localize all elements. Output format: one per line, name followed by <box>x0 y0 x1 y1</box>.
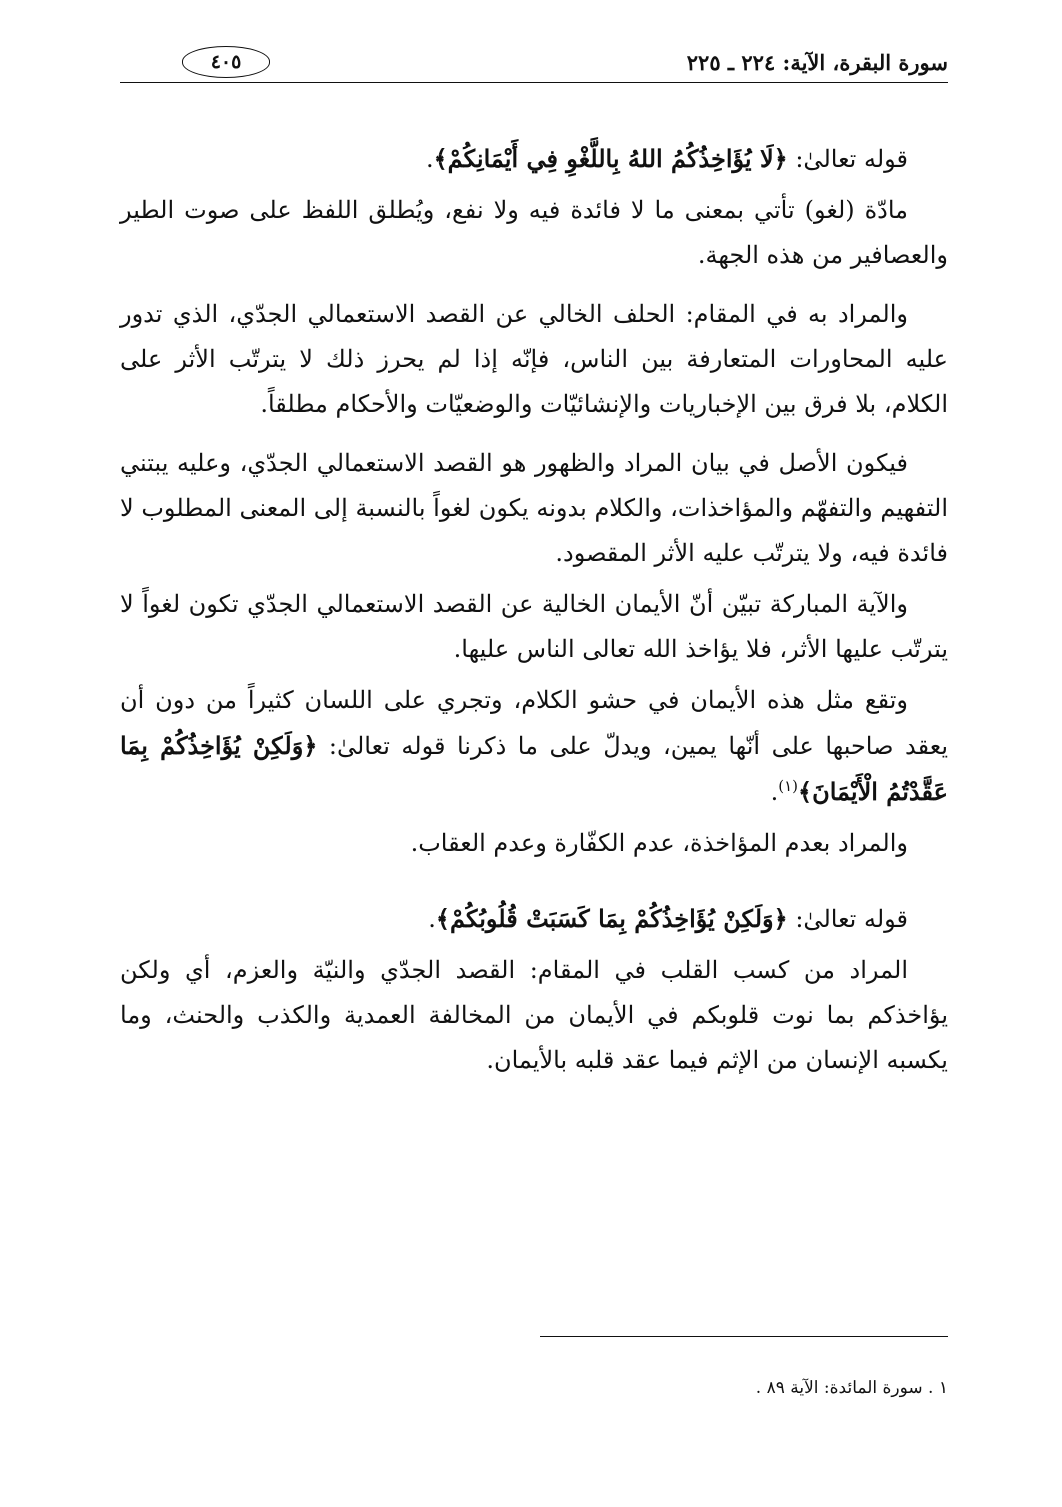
paragraph: والآية المباركة تبيّن أنّ الأيمان الخالية عن القصد الاستعمالي الجدّي تكون لغواً لا يترتّب عليها الأثر، فلا يؤاخذ الله تعالى الناس عليها. <box>120 590 948 663</box>
header-rule <box>120 82 948 83</box>
verse-heading-end: . <box>428 905 436 933</box>
verse-heading-intro: قوله تعالىٰ: <box>787 145 908 173</box>
footnote-reference: (١) <box>778 777 799 795</box>
verse-heading-end: . <box>425 145 434 173</box>
running-header-title: سورة البقرة، الآية: ٢٢٤ ـ ٢٢٥ <box>686 50 948 75</box>
verse-heading-2 <box>120 896 948 942</box>
body-text <box>120 136 948 1083</box>
paragraph: مادّة (لغو) تأتي بمعنى ما لا فائدة فيه ولا نفع، ويُطلق اللفظ على صوت الطير والعصافير من هذه الجهة. <box>120 196 948 269</box>
paragraph: فيكون الأصل في بيان المراد والظهور هو القصد الاستعمالي الجدّي، وعليه يبتني التفهيم والتفهّم والمؤاخذات، والكلام بدونه يكون لغواً بالنسبة إلى المعنى المطلوب لا فائدة فيه، ولا يترتّب عليه الأثر المقصود. <box>120 449 948 567</box>
paragraph-end: . <box>770 778 779 806</box>
verse-heading-intro: قوله تعالىٰ: <box>787 905 908 933</box>
quran-verse: ﴿وَلَكِنْ يُؤَاخِذُكُمْ بِمَا كَسَبَتْ قُلُوبُكُمْ﴾ <box>435 904 788 933</box>
paragraph-with-verse <box>120 678 948 815</box>
paragraph: المراد من كسب القلب في المقام: القصد الجدّي والنيّة والعزم، أي ولكن يؤاخذكم بما نوت قلوبكم في الأيمان من المخالفة العمدية والكذب والحنث، وما يكسبه الإنسان من الإثم فيما عقد قلبه بالأيمان. <box>120 956 949 1074</box>
paragraph: والمراد بعدم المؤاخذة، عدم الكفّارة وعدم العقاب. <box>410 829 908 857</box>
footnote-rule <box>540 1336 948 1337</box>
page-number: ٤٠٥ <box>182 46 270 78</box>
page <box>120 40 949 1398</box>
paragraph-text: وتقع مثل هذه الأيمان في حشو الكلام، وتجري على اللسان كثيراً من دون أن يعقد صاحبها على أنّها يمين، ويدلّ على ما ذكرنا قوله تعالىٰ: <box>120 686 948 760</box>
quran-verse: ﴿لَا يُؤَاخِذُكُمُ اللهُ بِاللَّغْوِ فِي أَيْمَانِكُمْ﴾ <box>433 144 788 173</box>
footnote: ١ . سورة المائدة: الآية ٨٩ . <box>755 1378 948 1398</box>
page-header <box>120 40 948 90</box>
quran-verse: ﴿وَلَكِنْ يُؤَاخِذُكُمْ بِمَا عَقَّدْتُمُ الْأَيْمَانَ﴾ <box>120 731 948 806</box>
paragraph: والمراد به في المقام: الحلف الخالي عن القصد الاستعمالي الجدّي، الذي تدور عليه المحاورات المتعارفة بين الناس، فإنّه إذا لم يحرز ذلك لا يترتّب الأثر على الكلام، بلا فرق بين الإخباريات والإنشائيّات والوضعيّات والأحكام مطلقاً. <box>120 300 948 418</box>
verse-heading-1 <box>120 136 948 182</box>
